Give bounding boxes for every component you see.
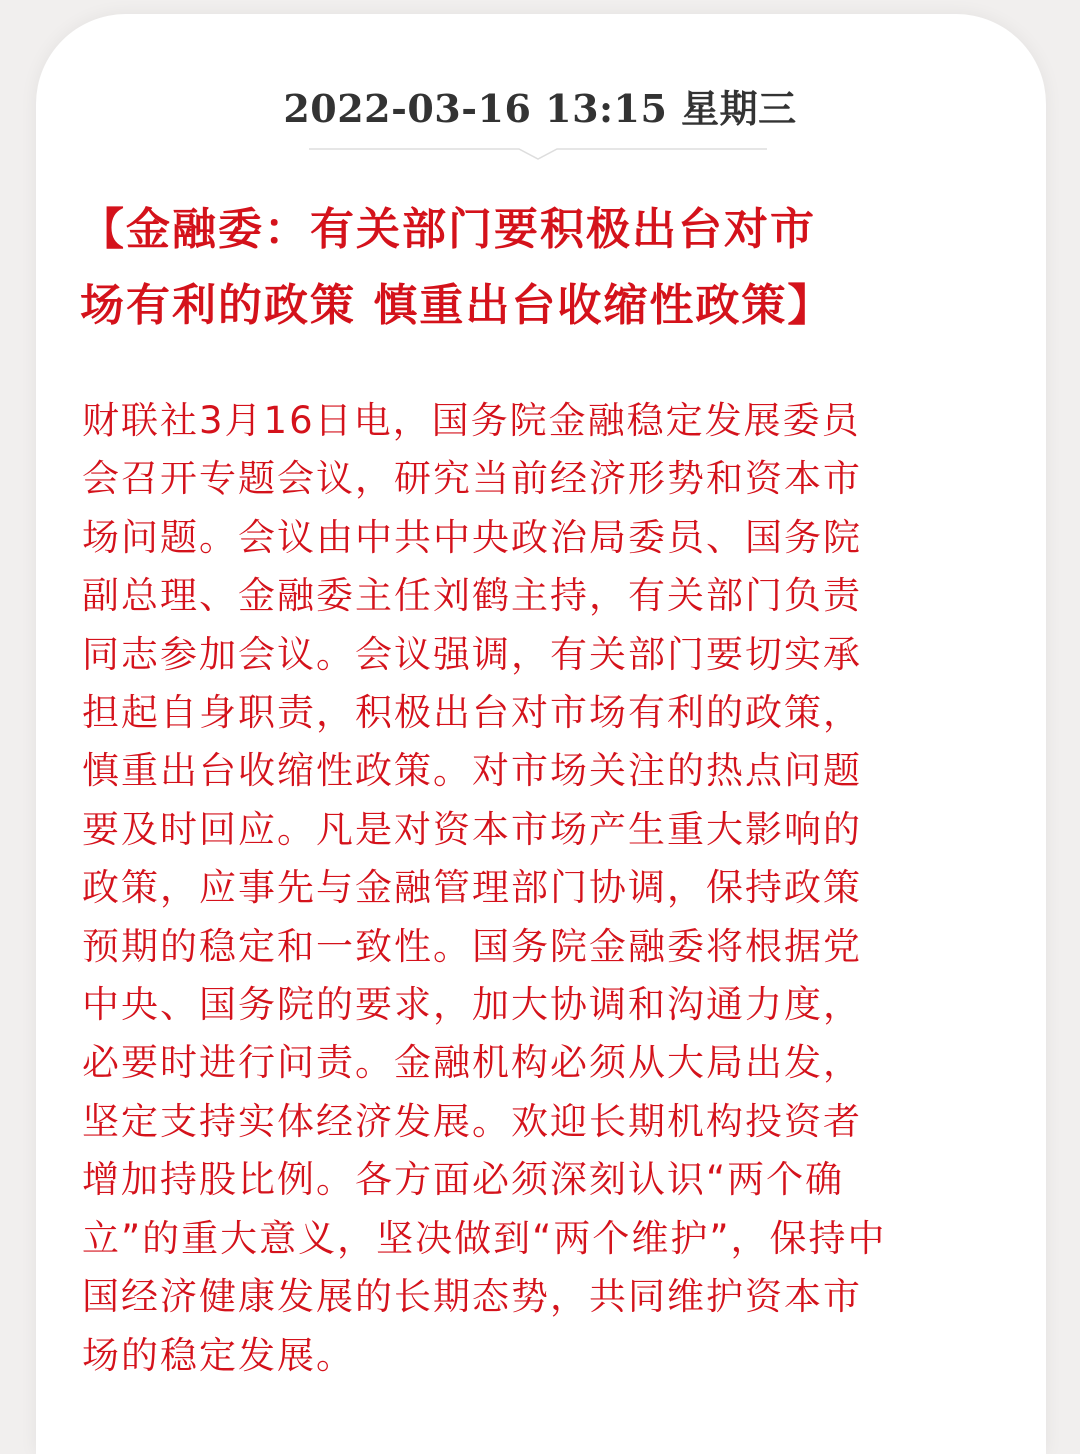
article-headline: 【金融委：有关部门要积极出台对市 场有利的政策 慎重出台收缩性政策】 bbox=[80, 204, 834, 331]
date-divider bbox=[309, 148, 767, 164]
article-body: 财联社3月16日电，国务院金融稳定发展委员 会召开专题会议，研究当前经济形势和资本市 场问题。会议由中共中央政治局委员、国务院 副总理、金融委主任刘鹤主持，有关部门负责 同志参加会议。会议强调，有关部门要切实承 担起自身职责，积极出台对市场有利的政策， 慎重出台收缩性政策。对市场关注的热点问题 要及时回应。凡是对资本市场产生重大影响的 政策，应事先与金融管理部门协调，保持政策 预期的稳定和一致性。国务院金融委将根据党 中央、国务院的要求，加大协调和沟通力度， 必要时进行问责。金融机构必须从大局出发， 坚定支持实体经济发展。欢迎长期机构投资者 增加持股比例。各方面必须深刻认识“两个确 立”的重大意义，坚决做到“两个维护”，保持中 国经济健康发展的长期态势，共同维护资本市 场的稳定发展。 bbox=[82, 399, 887, 1377]
publish-datetime: 2022-03-16 13:15 星期三 bbox=[283, 86, 797, 131]
